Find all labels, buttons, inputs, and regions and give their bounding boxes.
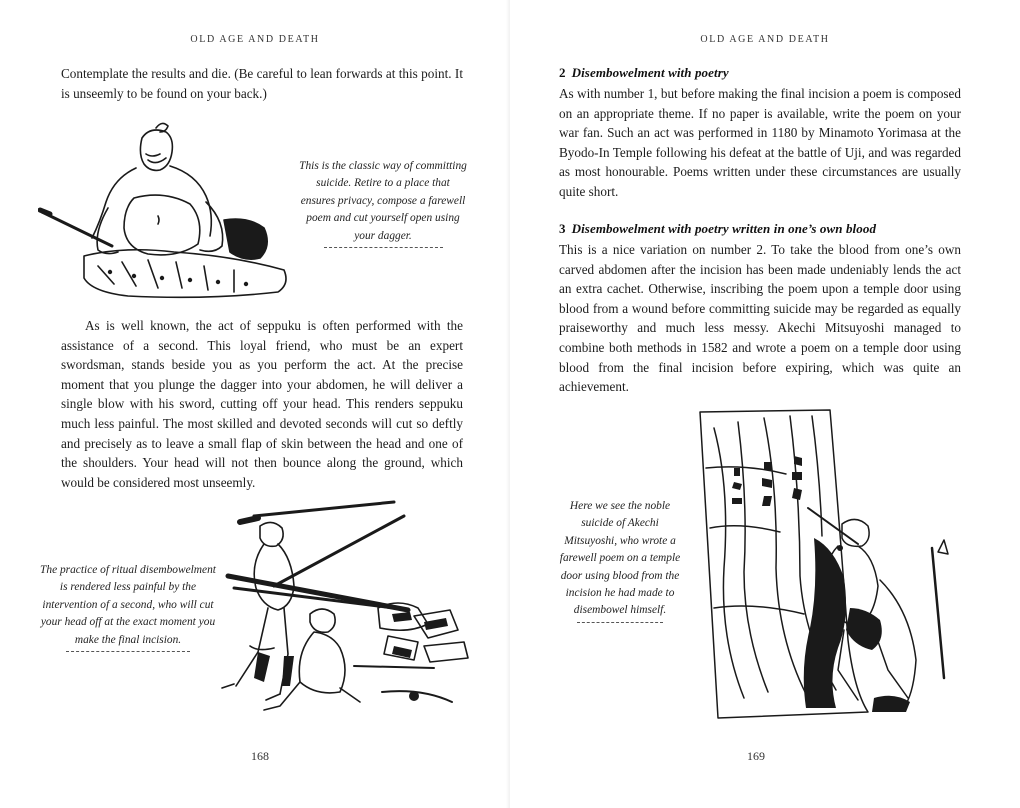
right-page <box>510 0 1020 808</box>
opening-paragraph: Contemplate the results and die. (Be careful to lean forwards at this point. It is unseemly to be found on your back.) <box>61 66 463 101</box>
page-number-right: 169 <box>747 749 765 763</box>
section-3-heading <box>559 221 876 237</box>
caption-akechi <box>558 498 682 623</box>
seppuku-second-paragraph: As is well known, the act of seppuku is often performed with the assistance of a second. This loyal friend, who must be an expert swordsman, stands beside you as you perform the act. At the precise moment that you plunge the dagger into your abdomen, he will deliver a single blow with his sword, cutting off your head. This renders seppuku much less painful. The most skilled and devoted seconds will cut so deftly and precisely as to leave a small flap of skin between the head and one of the shoulders. Your head will not then bounce along the ground, which would be considered most unseemly. <box>61 318 463 490</box>
caption-rule <box>66 651 189 652</box>
running-head-right: OLD AGE AND DEATH <box>700 34 830 45</box>
caption-classic-suicide <box>298 158 468 248</box>
caption-classic-suicide-text: This is the classic way of committing suicide. Retire to a place that ensures privacy, compose a farewell poem and cut yourself open using your dagger. <box>299 160 467 242</box>
section-2-heading <box>559 65 729 81</box>
page-number-left: 168 <box>251 749 269 763</box>
section-2-title: Disembowelment with poetry <box>571 65 729 80</box>
section-3-number: 3 <box>559 221 566 236</box>
section-3-title: Disembowelment with poetry written in one’s own blood <box>571 221 877 236</box>
caption-akechi-text: Here we see the noble suicide of Akechi Mitsuyoshi, who wrote a farewell poem on a temple door using blood from the incision he had made to disembowel himself. <box>559 500 681 617</box>
caption-ritual-second-text: The practice of ritual disembowelment is rendered less painful by the intervention of a second, who will cut your head off at the exact moment you make the final incision. <box>40 564 216 646</box>
section-2-text: As with number 1, but before making the final incision a poem is composed on an appropriate theme. If no paper is available, write the poem on your war fan. Such an act was performed in 1180 by Minamoto Yorimasa at the Byodo-In Temple following his defeat at the battle of Uji, and was regarded as most honourable. Poems written under these circumstances are usually quite short. <box>559 86 961 199</box>
caption-rule <box>577 622 664 623</box>
running-head-left: OLD AGE AND DEATH <box>190 34 320 45</box>
caption-ritual-second <box>40 562 216 652</box>
section-3-text: This is a nice variation on number 2. To take the blood from one’s own carved abdomen after the incision has been made undeniably lends the act an extra cachet. Otherwise, inscribing the poem upon a temple door using blood from a wound before committing suicide may be regarded as equally praiseworthy and much less messy. Akechi Mitsuyoshi managed to combine both methods in 1582 and wrote a poem on a temple door using blood from the final incision before expiring, which was quite an achievement. <box>559 242 961 395</box>
temple-door-poem-illustration <box>694 408 966 720</box>
seppuku-with-second-illustration <box>214 496 476 724</box>
seated-samurai-illustration <box>38 116 294 300</box>
caption-rule <box>324 247 443 248</box>
section-2-number: 2 <box>559 65 566 80</box>
